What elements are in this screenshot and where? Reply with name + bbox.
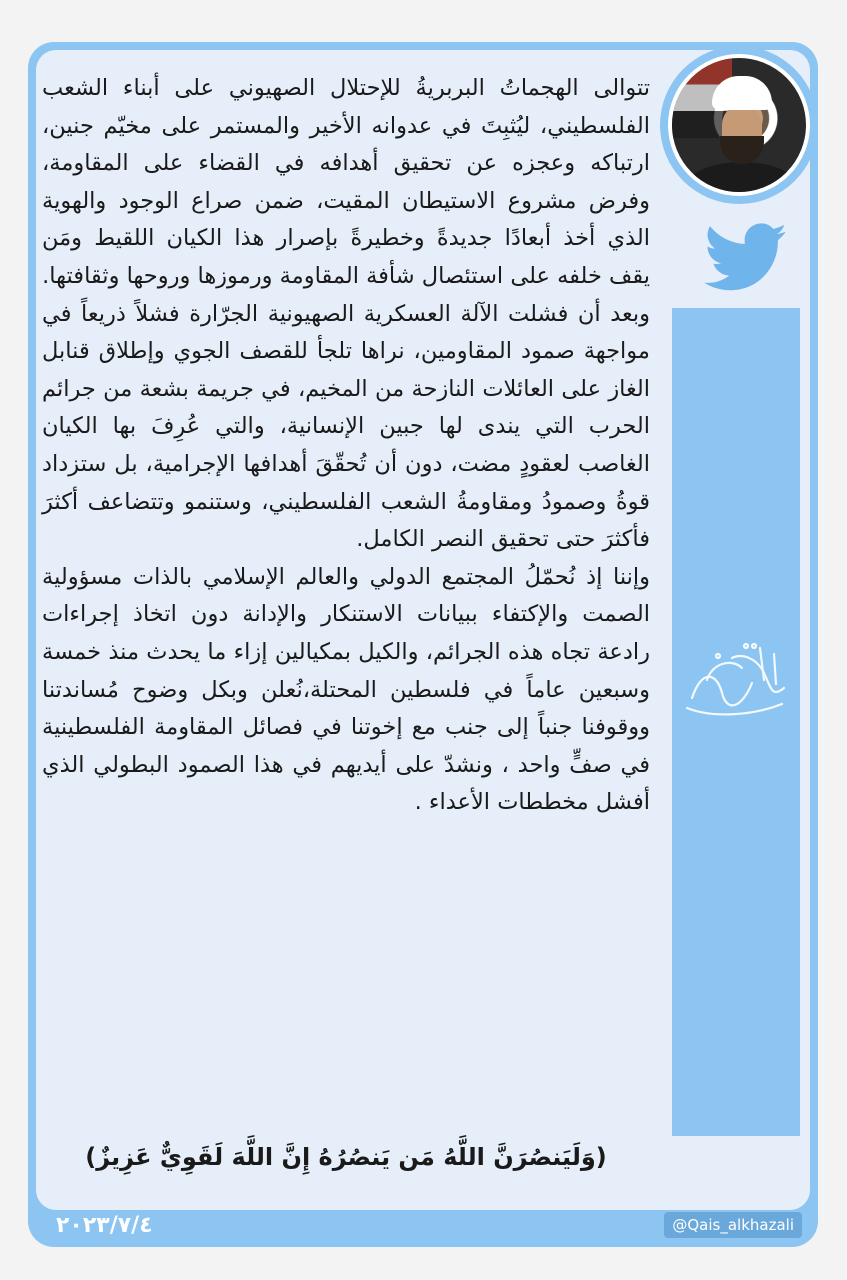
post-paragraph: وبعد أن فشلت الآلة العسكرية الصهيونية الجرّارة فشلاً ذريعاً في مواجهة صمود المقاومين، نراها تلجأ للقصف الجوي وإطلاق قنابل الغاز على العائلات النازحة من المخيم، في جريمة بشعة من جرائم الحرب التي يندى لها جبين الإنسانية، والتي عُرِفَ بها الكيان الغاصب لعقودٍ مضت، دون أن تُحقّقَ أهدافها الإجرامية، بل ستزداد قوةُ وصمودُ ومقاومةُ الشعب الفلسطيني، وستنمو وتتضاعف أكثرَ فأكثرَ حتى تحقيق النصر الكامل. bbox=[42, 300, 650, 553]
post-paragraph: وإننا إذ نُحمّلُ المجتمع الدولي والعالم الإسلامي بالذات مسؤولية الصمت والإكتفاء ببيانات الاستنكار والإدانة دون اتخاذ إجراءات رادعة تجاه هذه الجرائم، والكيل بمكيالين إزاء ما يحدث منذ خمسة وسبعين عاماً في فلسطين المحتلة،نُعلن وبكل وضوح مُساندتنا ووقوفنا جنباً إلى جنب مع إخوتنا في فصائل المقاومة الفلسطينية في صفٍّ واحد ، ونشدّ على أيديهم في هذا الصمود البطولي الذي أفشل مخططات الأعداء . bbox=[42, 563, 650, 816]
avatar-turban bbox=[712, 76, 772, 110]
post-date: ٢٠٢٣/٧/٤ bbox=[56, 1212, 153, 1238]
post-body bbox=[42, 70, 650, 822]
side-panel bbox=[672, 308, 800, 1136]
profile-avatar bbox=[668, 54, 810, 196]
post-paragraph: تتوالى الهجماتُ البربريةُ للإحتلال الصهيوني على أبناء الشعب الفلسطيني، ليُثبِتَ في عدوانه الأخير والمستمر على مخيّم جنين، ارتباكه وعجزه عن تحقيق أهدافه في القضاء على المقاومة، وفرض مشروع الاستيطان المقيت، ضمن صراع الوجود والهوية الذي أخذ أبعادًا جديدةً وخطيرةً بإصرار هذا الكيان اللقيط ومَن يقف خلفه على استئصال شأفة المقاومة ورموزها وروحها وثقافتها. bbox=[42, 75, 650, 289]
account-handle[interactable]: @Qais_alkhazali bbox=[664, 1212, 802, 1238]
avatar-frame bbox=[660, 46, 818, 204]
footer-bar bbox=[36, 1210, 810, 1240]
twitter-bird-icon bbox=[704, 222, 788, 294]
avatar-robe bbox=[682, 162, 802, 196]
avatar-beard bbox=[720, 136, 764, 164]
quran-quote: (وَلَيَنصُرَنَّ اللَّهُ مَن يَنصُرُهُ إِنَّ اللَّهَ لَقَوِيٌّ عَزِيزٌ) bbox=[85, 1143, 607, 1171]
signature-calligraphy bbox=[672, 628, 800, 728]
